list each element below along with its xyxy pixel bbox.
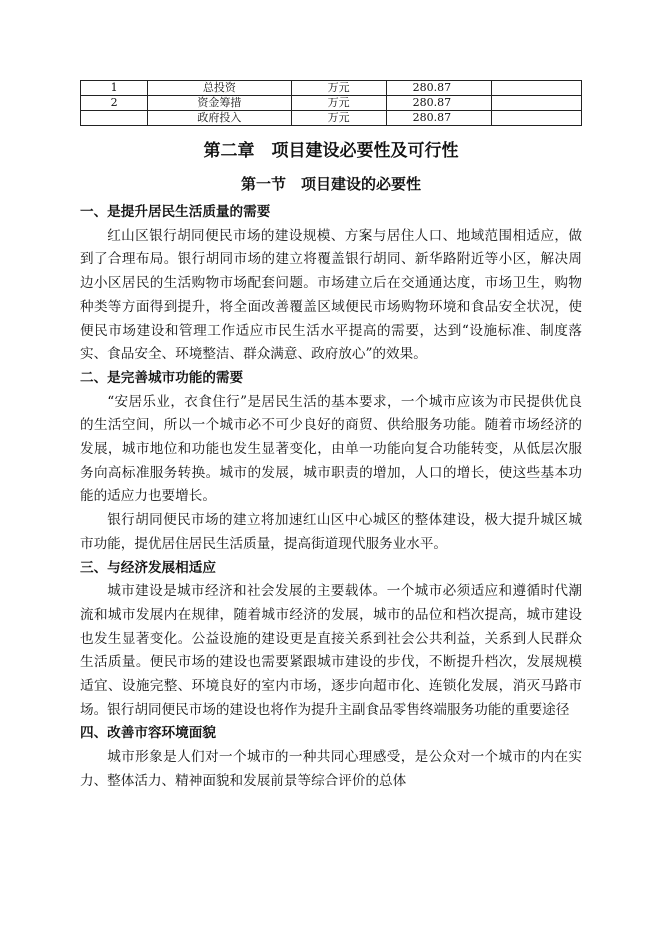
- table-cell-item: 资金筹措: [148, 96, 291, 111]
- table-cell-num: [81, 111, 148, 126]
- heading-4: 四、改善市容环境面貌: [80, 725, 216, 742]
- body-text: [80, 201, 582, 794]
- section-title: 第一节 项目建设的必要性: [240, 175, 421, 193]
- table-cell-num: 1: [81, 81, 148, 96]
- table-row: [81, 81, 582, 96]
- table-cell-amount: 280.87: [386, 81, 492, 96]
- paragraph-1: 红山区银行胡同便民市场的建设规模、方案与居住人口、地域范围相适应，做到了合理布局。银行胡同市场的建立将覆盖银行胡同、新华路附近等小区，解决周边小区居民的生活购物市场配套问题。市场建立后在交通通达度，市场卫生，购物种类等方面得到提升，将全面改善覆盖区域便民市场购物环境和食品安全状况，使便民市场建设和管理工作适应市民生活水平提高的需要，达到“设施标准、制度落实、食品安全、环境整洁、群众满意、政府放心”的效果。: [80, 227, 582, 363]
- paragraph-3: 银行胡同便民市场的建立将加速红山区中心城区的整体建设，极大提升城区城市功能，提优居住居民生活质量，提高街道现代服务业水平。: [80, 512, 582, 552]
- table-cell-unit: 万元: [291, 96, 386, 111]
- table-cell-num: 2: [81, 96, 148, 111]
- table-cell-unit: 万元: [291, 81, 386, 96]
- table-cell-unit: 万元: [291, 111, 386, 126]
- paragraph-2: “安居乐业，衣食住行”是居民生活的基本要求，一个城市应该为市民提供优良的生活空间，所以一个城市必不可少良好的商贸、供给服务功能。随着市场经济的发展，城市地位和功能也发生显著变化，由单一功能向复合功能转变，从低层次服务向高标准服务转换。城市的发展，城市职责的增加，人口的增长，使这些基本功能的适应力也要增长。: [80, 393, 582, 505]
- table-cell-item: 政府投入: [148, 111, 291, 126]
- table-row: [81, 96, 582, 111]
- table-cell-item: 总投资: [148, 81, 291, 96]
- heading-3: 三、与经济发展相适应: [80, 559, 216, 576]
- table-cell-note: [492, 81, 582, 96]
- chapter-title: 第二章 项目建设必要性及可行性: [203, 141, 459, 161]
- table-cell-note: [492, 111, 582, 126]
- table-cell-amount: 280.87: [386, 111, 492, 126]
- paragraph-4: 城市建设是城市经济和社会发展的主要载体。一个城市必须适应和遵循时代潮流和城市发展内在规律，随着城市经济的发展，城市的品位和档次提高，城市建设也发生显著变化。公益设施的建设更是直接关系到社会公共利益，关系到人民群众生活质量。便民市场的建设也需要紧跟城市建设的步伐，不断提升档次，发展规模适宜、设施完整、环境良好的室内市场，逐步向超市化、连锁化发展，消灭马路市场。银行胡同便民市场的建设也将作为提升主副食品零售终端服务功能的重要途径: [80, 583, 582, 718]
- paragraph-5: 城市形象是人们对一个城市的一种共同心理感受，是公众对一个城市的内在实力、整体活力、精神面貌和发展前景等综合评价的总体: [80, 749, 582, 789]
- table-row: [81, 111, 582, 126]
- table-cell-amount: 280.87: [386, 96, 492, 111]
- table-cell-note: [492, 96, 582, 111]
- investment-table: [80, 80, 582, 126]
- heading-2: 二、是完善城市功能的需要: [80, 369, 244, 386]
- heading-1: 一、是提升居民生活质量的需要: [80, 204, 271, 220]
